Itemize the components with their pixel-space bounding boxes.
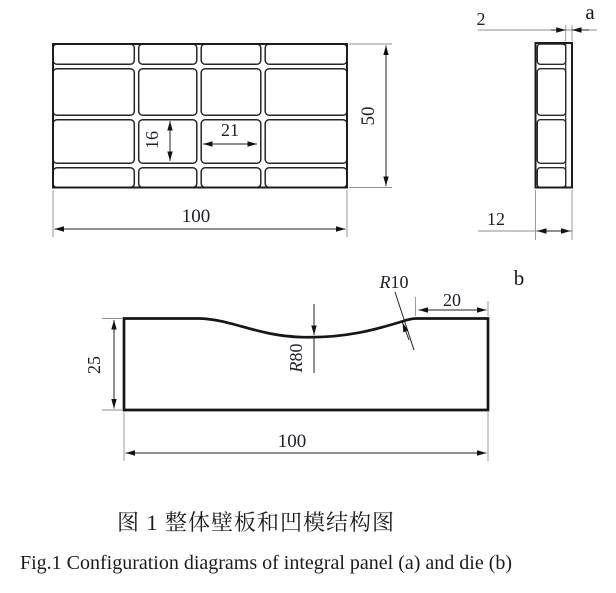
dimension-die-width (124, 412, 488, 461)
dim-label-16: 16 (142, 131, 162, 149)
dimension-panel-thickness (478, 190, 573, 240)
panel-pocket (265, 44, 347, 64)
die-view (124, 319, 488, 411)
dimension-panel-width (53, 190, 347, 237)
dim-label-21: 21 (221, 120, 239, 140)
view-label-a: a (585, 0, 595, 24)
dim-label-100-die: 100 (277, 431, 307, 452)
dim-label-r10: R10 (379, 272, 409, 292)
side-pocket (537, 168, 565, 188)
panel-pocket (139, 69, 197, 116)
dimension-die-flat (416, 290, 489, 316)
dim-label-2: 2 (476, 9, 486, 29)
side-pocket (537, 69, 565, 116)
dimension-die-height (84, 319, 122, 411)
dimension-radius-r80 (286, 304, 314, 374)
panel-pocket (265, 69, 347, 116)
panel-pocket (201, 44, 261, 64)
panel-pocket (53, 44, 134, 64)
dimension-skin-thickness (477, 9, 598, 41)
panel-pocket (201, 168, 261, 188)
dim-label-20: 20 (443, 290, 461, 310)
panel-pocket (53, 120, 134, 164)
panel-pocket (139, 44, 197, 64)
dim-label-25: 25 (84, 356, 104, 374)
figure-caption-chinese: 图 1 整体壁板和凹模结构图 (116, 510, 395, 535)
dim-label-r80: R80 (286, 343, 306, 373)
panel-front-view (53, 44, 347, 188)
dim-label-50: 50 (358, 106, 379, 126)
side-pocket (537, 44, 565, 64)
panel-pocket (265, 168, 347, 188)
panel-side-view (536, 43, 573, 188)
panel-pocket (53, 69, 134, 116)
panel-pocket (53, 168, 134, 188)
die-outline (124, 319, 488, 411)
panel-pocket (201, 69, 261, 116)
dimension-panel-height (349, 44, 392, 188)
side-pocket (537, 120, 565, 164)
panel-pocket (139, 168, 197, 188)
figure-caption-english: Fig.1 Configuration diagrams of integral panel (a) and die (b) (19, 552, 513, 574)
view-label-b: b (513, 266, 525, 290)
dim-label-12: 12 (487, 209, 505, 229)
dim-label-100-panel: 100 (181, 206, 211, 227)
dimension-radius-r10 (379, 272, 415, 350)
panel-pocket (265, 120, 347, 164)
